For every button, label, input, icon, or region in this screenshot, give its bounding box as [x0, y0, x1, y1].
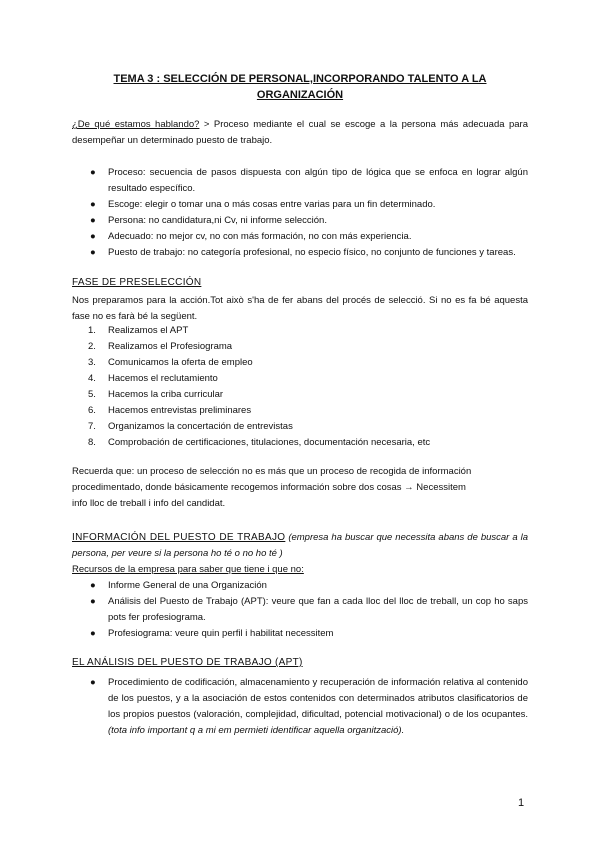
- step-text: Comprobación de certificaciones, titulaciones, documentación necesaria, etc: [108, 437, 431, 448]
- bullet-icon: ●: [90, 215, 96, 226]
- intro-paragraph: [72, 117, 528, 149]
- step-number: 8.: [88, 437, 96, 448]
- list-item: [72, 594, 528, 626]
- list-item: [72, 245, 528, 261]
- resources-label: Recursos de la empresa para saber que tiene i que no:: [72, 564, 304, 575]
- list-item: [72, 403, 528, 419]
- bullet-icon: ●: [90, 580, 96, 591]
- list-item: [72, 419, 528, 435]
- bullet-icon: ●: [90, 167, 96, 178]
- list-item: [72, 371, 528, 387]
- step-text: Hacemos entrevistas preliminares: [108, 405, 252, 416]
- step-number: 3.: [88, 357, 96, 368]
- document-title: TEMA 3 : SELECCIÓN DE PERSONAL,INCORPORANDO TALENTO A LA ORGANIZACIÓN: [113, 73, 487, 101]
- list-item-text: Profesiograma: veure quin perfil i habilitat necessitem: [108, 628, 334, 639]
- resources-list: [72, 578, 528, 642]
- definitions-list: [72, 165, 528, 261]
- step-text: Comunicamos la oferta de empleo: [108, 357, 253, 368]
- step-text: Hacemos la criba curricular: [108, 389, 224, 400]
- job-info-paragraph: [72, 530, 528, 562]
- list-item: [72, 213, 528, 229]
- step-text: Hacemos el reclutamiento: [108, 373, 218, 384]
- bullet-icon: ●: [90, 628, 96, 639]
- list-item: [72, 339, 528, 355]
- list-item-text: Adecuado: no mejor cv, no con más formación, no con más experiencia.: [108, 231, 412, 242]
- preselection-text: Nos preparamos para la acción.Tot això s'ha de fer abans del procés de selecció. Si no es fa bé aquesta fase no es farà bé la següent.: [72, 295, 528, 322]
- step-number: 2.: [88, 341, 96, 352]
- list-item: [72, 675, 528, 739]
- list-item-text: Persona: no candidatura,ni Cv, ni informe selección.: [108, 215, 327, 226]
- list-item-text: Informe General de una Organización: [108, 580, 267, 591]
- apt-list: [72, 675, 528, 739]
- list-item: [72, 229, 528, 245]
- step-number: 6.: [88, 405, 96, 416]
- list-item: [72, 355, 528, 371]
- apt-item-text: Procedimiento de codificación, almacenamiento y recuperación de información relativa al contenido de los puestos, y a la asociación de estos contenidos con determinados atributos clasificatorios de los propios puestos (valoración, complejidad, dificultad, potencial motivacional) o de los ocupantes.: [108, 677, 528, 720]
- apt-heading: EL ANÁLISIS DEL PUESTO DE TRABAJO (APT): [72, 657, 303, 668]
- bullet-icon: ●: [90, 596, 96, 607]
- step-number: 1.: [88, 325, 96, 336]
- intro-question: ¿De qué estamos hablando?: [72, 119, 200, 130]
- list-item: [72, 626, 528, 642]
- bullet-icon: ●: [90, 199, 96, 210]
- bullet-icon: ●: [90, 677, 96, 688]
- reminder-paragraph: Recuerda que: un proceso de selección no es más que un proceso de recogida de información procedimentado, donde básicamente recogemos información sobre dos cosas → Necessitem info lloc de treball i info del candidat.: [72, 466, 472, 509]
- apt-item-note: (tota info important q a mi em permieti identificar aquella organització).: [108, 725, 405, 736]
- page-number: 1: [518, 797, 525, 809]
- job-info-note: (empresa ha buscar que necessita abans de buscar a la persona, per veure si la persona ho té o no ho té ): [72, 532, 528, 559]
- step-number: 4.: [88, 373, 96, 384]
- intro-text: > Proceso mediante el cual se escoge a la persona más adecuada para desempeñar un determinado puesto de trabajo.: [72, 119, 528, 146]
- step-text: Realizamos el APT: [108, 325, 189, 336]
- job-info-heading: INFORMACIÓN DEL PUESTO DE TRABAJO: [72, 532, 286, 543]
- bullet-icon: ●: [90, 247, 96, 258]
- step-text: Realizamos el Profesiograma: [108, 341, 233, 352]
- list-item: [72, 435, 528, 451]
- list-item: [72, 165, 528, 197]
- step-number: 7.: [88, 421, 96, 432]
- list-item-text: Análisis del Puesto de Trabajo (APT): veure que fan a cada lloc del lloc de treball, un cop ho saps pots fer profesiograma.: [108, 596, 528, 623]
- bullet-icon: ●: [90, 231, 96, 242]
- list-item-text: Proceso: secuencia de pasos dispuesta con algún tipo de lógica que se enfoca en lograr algún resultado específico.: [108, 167, 528, 194]
- list-item: [72, 578, 528, 594]
- list-item-text: Puesto de trabajo: no categoría profesional, no especio físico, no conjunto de funciones y tareas.: [108, 247, 516, 258]
- list-item: [72, 387, 528, 403]
- step-text: Organizamos la concertación de entrevistas: [108, 421, 293, 432]
- preselection-steps: [72, 323, 528, 451]
- preselection-heading: FASE DE PRESELECCIÓN: [72, 277, 202, 288]
- list-item: [72, 323, 528, 339]
- list-item: [72, 197, 528, 213]
- list-item-text: Escoge: elegir o tomar una o más cosas entre varias para un fin determinado.: [108, 199, 436, 210]
- step-number: 5.: [88, 389, 96, 400]
